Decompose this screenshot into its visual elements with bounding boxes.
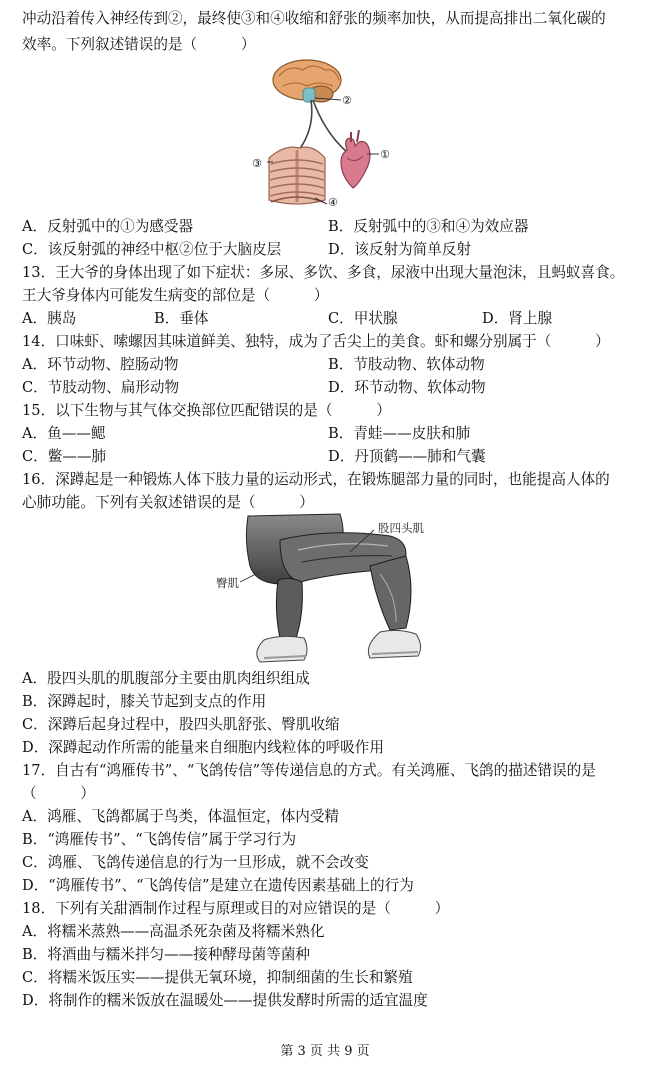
q18-option-a: A．将糯米蒸熟——高温杀死杂菌及将糯米熟化 (22, 923, 325, 940)
fig-label-2: ② (342, 94, 352, 107)
fig-label-1: ① (380, 148, 390, 161)
q13-option-d: D．肾上腺 (482, 310, 553, 327)
q16-stem-line1: 16．深蹲起是一种锻炼人体下肢力量的运动形式，在锻炼腿部力量的同时，也能提高人体的 (22, 471, 610, 488)
q14-option-d: D．环节动物、软体动物 (328, 379, 486, 396)
q18-option-b: B．将酒曲与糯米拌匀——接种酵母菌等菌种 (22, 946, 311, 963)
q18-option-c: C．将糯米饭压实——提供无氧环境，抑制细菌的生长和繁殖 (22, 969, 413, 986)
q14-option-b: B．节肢动物、软体动物 (328, 356, 485, 373)
q17-option-d: D．“鸿雁传书”、“飞鸽传信”是建立在遗传因素基础上的行为 (22, 877, 414, 894)
quadriceps-label: 股四头肌 (378, 521, 424, 535)
reflex-arc-labels (0, 0, 650, 230)
q12-stem-line2: 效率。下列叙述错误的是（ ） (22, 36, 256, 53)
q13-option-b: B．垂体 (154, 310, 209, 327)
q14-option-c: C．节肢动物、扁形动物 (22, 379, 180, 396)
q12-option-d: D．该反射为简单反射 (328, 241, 472, 258)
gluteus-label: 臀肌 (216, 576, 239, 590)
q15-option-c: C．鳖——肺 (22, 448, 107, 465)
q17-option-a: A．鸿雁、飞鸽都属于鸟类，体温恒定，体内受精 (22, 808, 340, 825)
fig-label-4: ④ (328, 196, 338, 209)
squat-labels (0, 500, 650, 620)
q14-option-a: A．环节动物、腔肠动物 (22, 356, 179, 373)
fig-label-3: ③ (252, 157, 262, 170)
q13-stem-line1: 13．王大爷的身体出现了如下症状：多尿、多饮、多食，尿液中出现大量泡沫，且蚂蚁喜食。 (22, 264, 625, 281)
q13-stem-line2: 王大爷身体内可能发生病变的部位是（ ） (22, 287, 329, 304)
q15-option-d: D．丹顶鹤——肺和气囊 (328, 448, 486, 465)
q18-option-d: D．将制作的糯米饭放在温暖处——提供发酵时所需的适宜温度 (22, 992, 428, 1009)
q13-option-a: A．胰岛 (22, 310, 77, 327)
q18-stem-line1: 18．下列有关甜酒制作过程与原理或目的对应错误的是（ ） (22, 900, 450, 917)
q13-option-c: C．甲状腺 (328, 310, 398, 327)
q12-option-b: B．反射弧中的③和④为效应器 (328, 218, 529, 235)
q17-stem-line2: （ ） (22, 785, 95, 802)
q15-option-a: A．鱼——鳃 (22, 425, 106, 442)
q16-option-c: C．深蹲后起身过程中，股四头肌舒张、臀肌收缩 (22, 716, 340, 733)
q17-stem-line1: 17．自古有“鸿雁传书”、“飞鸽传信”等传递信息的方式。有关鸿雁、飞鸽的描述错误的是 (22, 762, 596, 779)
q12-option-c: C．该反射弧的神经中枢②位于大脑皮层 (22, 241, 282, 258)
q16-option-a: A．股四头肌的肌腹部分主要由肌肉组织组成 (22, 670, 310, 687)
q12-stem-line1: 冲动沿着传入神经传到②，最终使③和④收缩和舒张的频率加快，从而提高排出二氧化碳的 (22, 10, 606, 27)
q12-option-a: A．反射弧中的①为感受器 (22, 218, 194, 235)
q17-option-c: C．鸿雁、飞鸽传递信息的行为一旦形成，就不会改变 (22, 854, 369, 871)
q16-stem-line2: 心肺功能。下列有关叙述错误的是（ ） (22, 494, 314, 511)
page-footer: 第 3 页 共 9 页 (280, 1044, 370, 1059)
q17-option-b: B．“鸿雁传书”、“飞鸽传信”属于学习行为 (22, 831, 297, 848)
q14-stem-line1: 14．口味虾、嗦螺因其味道鲜美、独特，成为了舌尖上的美食。虾和螺分别属于（ ） (22, 333, 610, 350)
q15-option-b: B．青蛙——皮肤和肺 (328, 425, 471, 442)
q16-option-b: B．深蹲起时，膝关节起到支点的作用 (22, 693, 267, 710)
q15-stem-line1: 15．以下生物与其气体交换部位匹配错误的是（ ） (22, 402, 391, 419)
q16-option-d: D．深蹲起动作所需的能量来自细胞内线粒体的呼吸作用 (22, 739, 384, 756)
